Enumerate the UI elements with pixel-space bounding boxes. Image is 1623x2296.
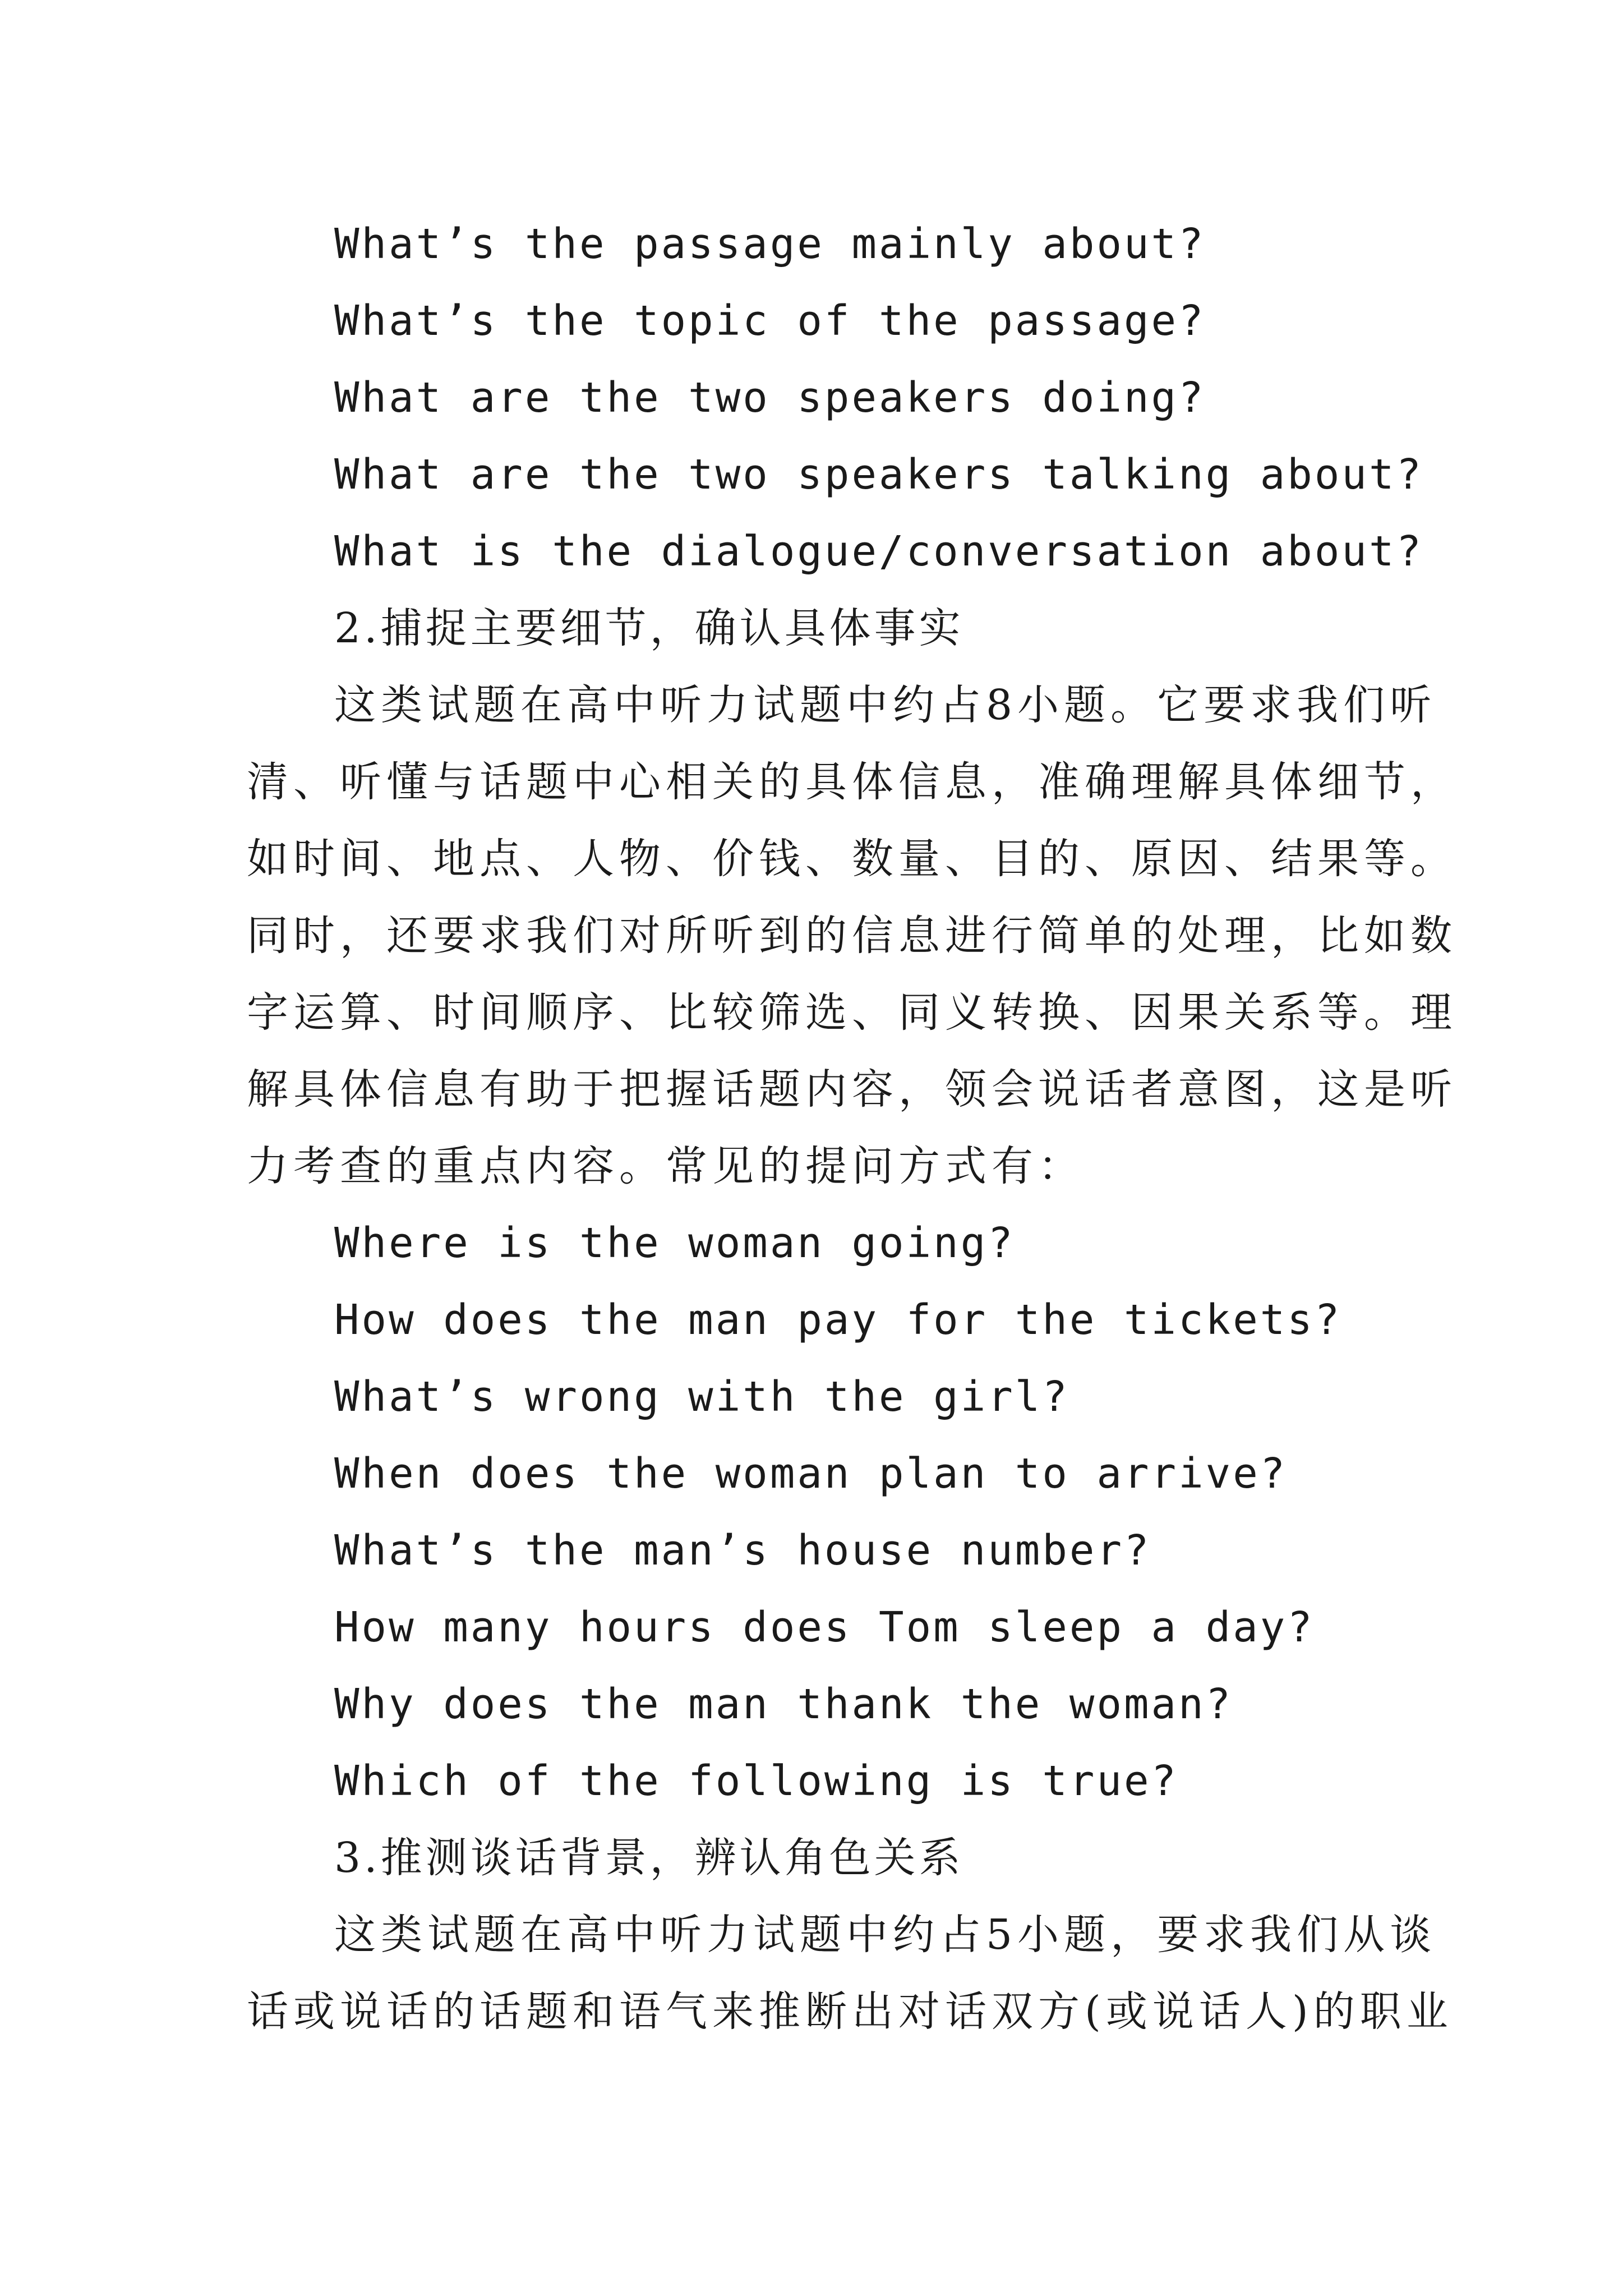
question-line-passage-main: What’s the passage mainly about? bbox=[334, 220, 1206, 268]
question-line-thank-woman: Why does the man thank the woman? bbox=[334, 1680, 1233, 1728]
paragraph-2-line-1: 这类试题在高中听力试题中约占5小题，要求我们从谈 bbox=[334, 1911, 1437, 1959]
question-line-house-number: What’s the man’s house number? bbox=[334, 1526, 1151, 1575]
question-line-plan-arrive: When does the woman plan to arrive? bbox=[334, 1450, 1288, 1498]
paragraph-line-3: 如时间、地点、人物、价钱、数量、目的、原因、结果等。 bbox=[247, 835, 1457, 883]
question-line-woman-going: Where is the woman going? bbox=[334, 1219, 1015, 1267]
question-line-speakers-doing: What are the two speakers doing? bbox=[334, 374, 1206, 422]
paragraph-line-4: 同时，还要求我们对所听到的信息进行简单的处理，比如数 bbox=[247, 912, 1457, 960]
section-heading-2: 2.捕捉主要细节，确认具体事实 bbox=[334, 604, 964, 652]
paragraph-line-7: 力考查的重点内容。常见的提问方式有： bbox=[247, 1142, 1085, 1190]
question-line-hours-sleep: How many hours does Tom sleep a day? bbox=[334, 1603, 1315, 1651]
question-line-passage-topic: What’s the topic of the passage? bbox=[334, 297, 1206, 345]
question-line-dialogue-about: What is the dialogue/conversation about? bbox=[334, 527, 1424, 576]
paragraph-line-5: 字运算、时间顺序、比较筛选、同义转换、因果关系等。理 bbox=[247, 988, 1457, 1037]
question-line-speakers-talking: What are the two speakers talking about? bbox=[334, 450, 1424, 499]
question-line-pay-tickets: How does the man pay for the tickets? bbox=[334, 1296, 1342, 1344]
paragraph-line-6: 解具体信息有助于把握话题内容，领会说话者意图，这是听 bbox=[247, 1065, 1457, 1114]
question-line-wrong-girl: What’s wrong with the girl? bbox=[334, 1373, 1069, 1421]
paragraph-line-2: 清、听懂与话题中心相关的具体信息，准确理解具体细节， bbox=[247, 758, 1457, 806]
paragraph-line-1: 这类试题在高中听力试题中约占8小题。它要求我们听 bbox=[334, 681, 1437, 729]
question-line-following-true: Which of the following is true? bbox=[334, 1757, 1179, 1805]
section-heading-3: 3.推测谈话背景，辨认角色关系 bbox=[334, 1834, 964, 1882]
paragraph-2-line-2: 话或说话的话题和语气来推断出对话双方(或说话人)的职业 bbox=[247, 1987, 1453, 2036]
